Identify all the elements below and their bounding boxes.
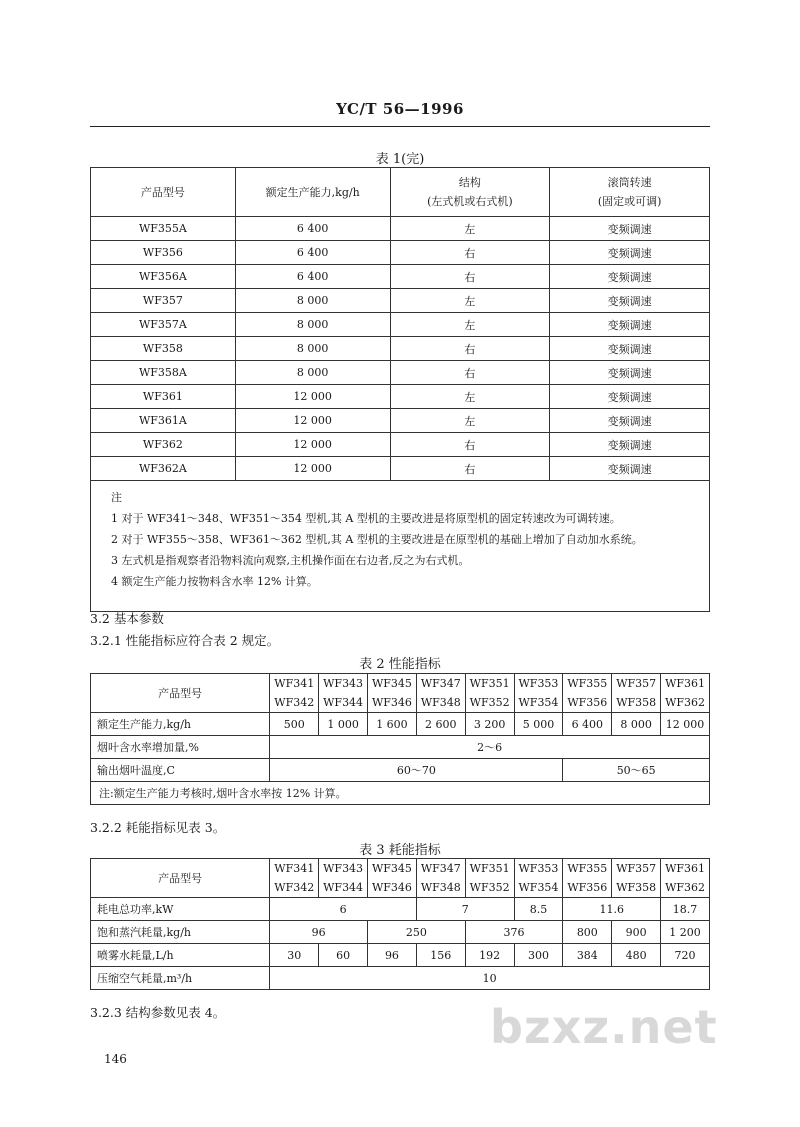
table3 [90, 858, 710, 990]
table1-cell-capacity: 12 000 [235, 433, 390, 457]
table1-header-structure: 结构 (左式机或右式机) [390, 168, 550, 217]
table1 [90, 167, 710, 612]
table1-row [91, 385, 710, 409]
table1-cell-capacity: 8 000 [235, 337, 390, 361]
table1-cell-speed: 变频调速 [550, 217, 710, 241]
table1-cell-capacity: 12 000 [235, 409, 390, 433]
table3-caption: 表 3 耗能指标 [359, 843, 441, 858]
table2-model: WF353 WF354 [514, 674, 563, 713]
table3-model: WF343 WF344 [319, 859, 368, 898]
page-number: 146 [104, 1052, 127, 1066]
table1-notes: 注 1 对于 WF341～348、WF351～354 型机,其 A 型机的主要改进是将原型机的固定转速改为可调转速。 2 对于 WF355～358、WF361～362 型机,其 A 型机的主要改进是在原型机的基础上增加了自动加水系统。 3 左式机是指观察者沿物料流向观察,主机操作面在右边者,反之为右式机。 4 额定生产能力按物料含水率 12% 计算。 [91, 481, 710, 612]
table1-cell-structure: 左 [390, 217, 550, 241]
table2-moisture-row: 烟叶含水率增加量,% 2～6 [91, 736, 710, 759]
table3-model-row [91, 859, 710, 898]
table1-cell-structure: 右 [390, 265, 550, 289]
table2-model-row [91, 674, 710, 713]
table2-temp-row: 输出烟叶温度,C 60～70 50～65 [91, 759, 710, 782]
table1-cell-speed: 变频调速 [550, 313, 710, 337]
table1-cell-capacity: 12 000 [235, 385, 390, 409]
table1-row [91, 217, 710, 241]
table1-row [91, 337, 710, 361]
table1-cell-speed: 变频调速 [550, 409, 710, 433]
table3-water-row: 喷雾水耗量,L/h 30 60 96 156 192 300 384 480 720 [91, 944, 710, 967]
table1-row [91, 361, 710, 385]
table1-caption: 表 1(完) [375, 152, 425, 167]
header-rule [90, 126, 710, 127]
table1-cell-structure: 右 [390, 361, 550, 385]
table1-row [91, 313, 710, 337]
table2-model: WF357 WF358 [612, 674, 661, 713]
table1-header-row [91, 168, 710, 217]
table1-cell-structure: 右 [390, 457, 550, 481]
table1-cell-speed: 变频调速 [550, 337, 710, 361]
table1-cell-speed: 变频调速 [550, 265, 710, 289]
table1-cell-capacity: 8 000 [235, 361, 390, 385]
table1-cell-structure: 左 [390, 385, 550, 409]
table2-note-row: 注:额定生产能力考核时,烟叶含水率按 12% 计算。 [91, 782, 710, 805]
table1-cell-speed: 变频调速 [550, 385, 710, 409]
table3-power-row: 耗电总功率,kW 6 7 8.5 11.6 18.7 [91, 898, 710, 921]
table1-cell-model: WF358A [91, 361, 236, 385]
table2 [90, 673, 710, 805]
table1-cell-structure: 左 [390, 409, 550, 433]
table3-model: WF353 WF354 [514, 859, 563, 898]
table1-cell-structure: 右 [390, 241, 550, 265]
table3-model: WF361 WF362 [661, 859, 710, 898]
table3-model: WF355 WF356 [563, 859, 612, 898]
table2-capacity-row: 额定生产能力,kg/h 500 1 000 1 600 2 600 3 200 5 000 6 400 8 000 12 000 [91, 713, 710, 736]
table2-model: WF351 WF352 [465, 674, 514, 713]
table2-model: WF345 WF346 [368, 674, 417, 713]
section-3-2: 3.2 基本参数 [90, 611, 164, 626]
table1-row [91, 289, 710, 313]
table2-label-model: 产品型号 [91, 674, 270, 713]
table3-model: WF347 WF348 [416, 859, 465, 898]
standard-header: YC/T 56—1996 [336, 100, 464, 118]
section-3-2-1: 3.2.1 性能指标应符合表 2 规定。 [90, 633, 280, 648]
table1-cell-speed: 变频调速 [550, 289, 710, 313]
table1-row [91, 409, 710, 433]
table1-cell-structure: 左 [390, 289, 550, 313]
table1-cell-capacity: 6 400 [235, 265, 390, 289]
table1-cell-capacity: 6 400 [235, 241, 390, 265]
section-3-2-3: 3.2.3 结构参数见表 4。 [90, 1005, 226, 1020]
table3-model: WF345 WF346 [368, 859, 417, 898]
table1-cell-structure: 左 [390, 313, 550, 337]
table3-label-model: 产品型号 [91, 859, 270, 898]
table1-cell-structure: 右 [390, 337, 550, 361]
watermark: bzxz.net [490, 1000, 718, 1054]
table1-cell-model: WF356 [91, 241, 236, 265]
table2-model: WF343 WF344 [319, 674, 368, 713]
table1-cell-capacity: 12 000 [235, 457, 390, 481]
table1-cell-speed: 变频调速 [550, 361, 710, 385]
table2-model: WF361 WF362 [661, 674, 710, 713]
table1-cell-structure: 右 [390, 433, 550, 457]
table1-cell-model: WF361A [91, 409, 236, 433]
table1-header-capacity: 额定生产能力,kg/h [235, 168, 390, 217]
table1-row [91, 433, 710, 457]
table1-row [91, 241, 710, 265]
table1-cell-model: WF361 [91, 385, 236, 409]
table1-cell-model: WF357 [91, 289, 236, 313]
table1-cell-speed: 变频调速 [550, 241, 710, 265]
table1-cell-capacity: 8 000 [235, 313, 390, 337]
table1-cell-model: WF362 [91, 433, 236, 457]
table1-cell-model: WF355A [91, 217, 236, 241]
table1-cell-speed: 变频调速 [550, 433, 710, 457]
table1-cell-speed: 变频调速 [550, 457, 710, 481]
table1-cell-model: WF357A [91, 313, 236, 337]
table1-row [91, 265, 710, 289]
table1-header-speed: 滚筒转速 (固定或可调) [550, 168, 710, 217]
table1-cell-capacity: 6 400 [235, 217, 390, 241]
table1-cell-model: WF362A [91, 457, 236, 481]
table2-model: WF341 WF342 [270, 674, 319, 713]
table2-model: WF355 WF356 [563, 674, 612, 713]
table1-cell-model: WF358 [91, 337, 236, 361]
table3-air-row: 压缩空气耗量,m³/h 10 [91, 967, 710, 990]
section-3-2-2: 3.2.2 耗能指标见表 3。 [90, 820, 226, 835]
table2-caption: 表 2 性能指标 [359, 657, 441, 672]
table3-model: WF341 WF342 [270, 859, 319, 898]
table3-steam-row: 饱和蒸汽耗量,kg/h 96 250 376 800 900 1 200 [91, 921, 710, 944]
table3-model: WF351 WF352 [465, 859, 514, 898]
table1-cell-model: WF356A [91, 265, 236, 289]
table2-model: WF347 WF348 [416, 674, 465, 713]
table3-model: WF357 WF358 [612, 859, 661, 898]
table1-header-model: 产品型号 [91, 168, 236, 217]
table1-row [91, 457, 710, 481]
table1-cell-capacity: 8 000 [235, 289, 390, 313]
